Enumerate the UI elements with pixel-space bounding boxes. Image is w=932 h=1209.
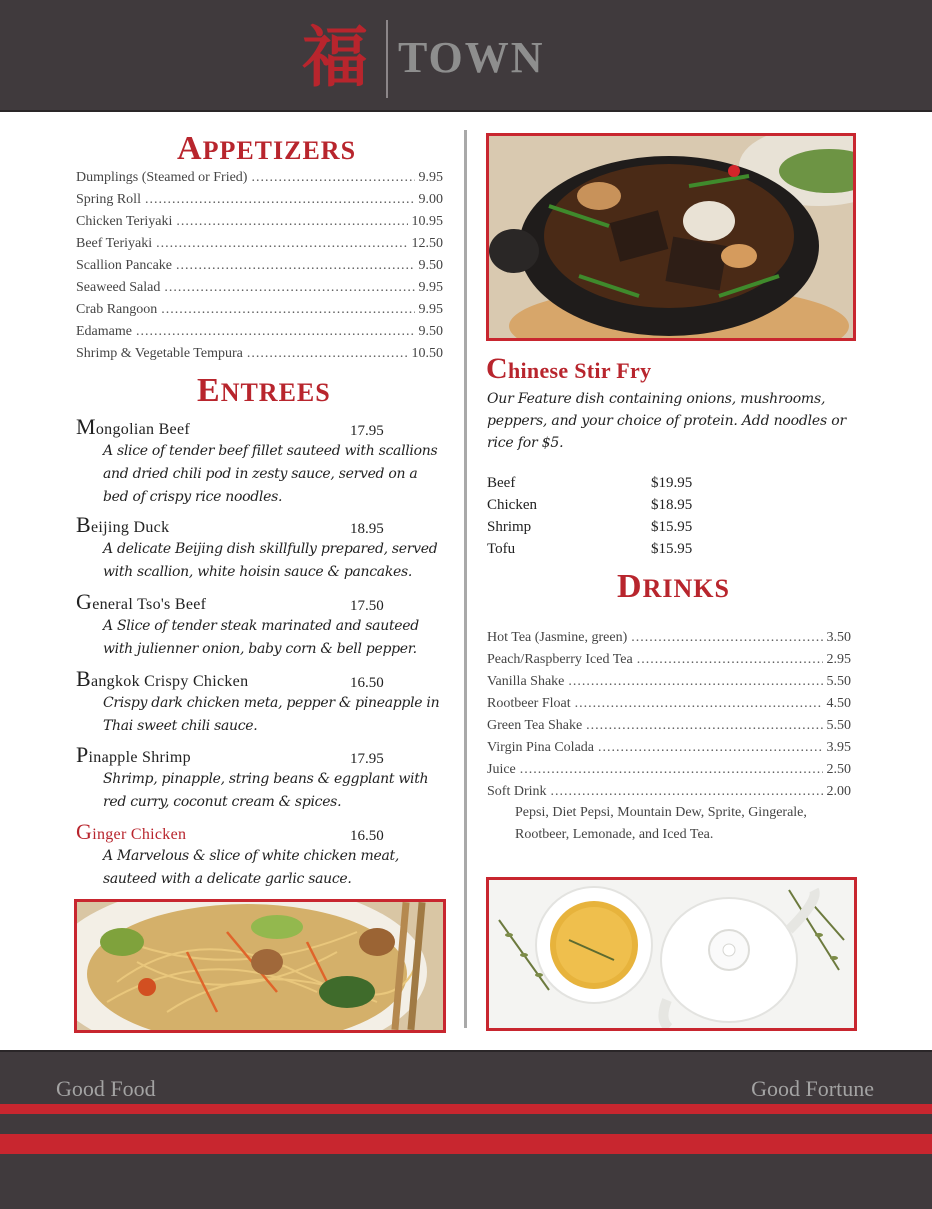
entree-description: A slice of tender beef fillet sauteed with scallions and dried chili pod in zesty sauce, served on a bed of crispy rice noodles. [103, 443, 438, 505]
soft-drink-options: Pepsi, Diet Pepsi, Mountain Dew, Sprite, Gingerale, Rootbeer, Lemonade, and Iced Tea. [515, 805, 807, 842]
list-item: Juice ..... 2.50 [487, 756, 851, 778]
entree-name: Bangkok Crispy Chicken [76, 666, 249, 691]
list-item: Green Tea Shake ..... 5.50 [487, 712, 851, 734]
stir-fry-options [487, 475, 707, 563]
list-item: Seaweed Salad ..... 9.95 [76, 274, 443, 296]
entree-bangkok-crispy-chicken [76, 668, 446, 738]
tea-image [489, 880, 854, 1028]
entree-description: A delicate Beijing dish skillfully prepared, served with scallion, white hoisin sauce & pancakes. [103, 541, 438, 580]
list-item: Vanilla Shake ..... 5.50 [487, 668, 851, 690]
footer-slogan-right: Good Fortune [751, 1076, 874, 1101]
entree-general-tsos-beef [76, 591, 446, 661]
appetizers-title: APPETIZERS [177, 130, 357, 167]
list-item: Beef Teriyaki ..... 12.50 [76, 230, 443, 252]
entree-price: 16.50 [350, 675, 384, 691]
entree-description: A Marvelous & slice of white chicken meat, sauteed with a delicate garlic sauce. [103, 848, 400, 887]
list-item: Chicken Teriyaki ..... 10.95 [76, 208, 443, 230]
entree-price: 16.50 [350, 828, 384, 844]
entree-price: 17.95 [350, 423, 384, 439]
logo-divider [386, 20, 388, 98]
footer-band [0, 1050, 932, 1209]
stir-fry-description: Our Feature dish containing onions, mushrooms, peppers, and your choice of protein. Add noodles or rice for $5. [487, 391, 846, 451]
list-item: Dumplings (Steamed or Fried) ..... 9.95 [76, 164, 443, 186]
entree-name: Pinapple Shrimp [76, 742, 191, 767]
entree-ginger-chicken [76, 821, 446, 891]
entree-mongolian-beef [76, 416, 446, 509]
noodles-photo [74, 899, 446, 1033]
stir-fry-image [489, 136, 853, 338]
list-item: Spring Roll ..... 9.00 [76, 186, 443, 208]
list-item: Crab Rangoon ..... 9.95 [76, 296, 443, 318]
column-divider [464, 130, 467, 1028]
list-item: Chicken $18.95 [487, 497, 693, 513]
header-band [0, 0, 932, 112]
list-item: Tofu $15.95 [487, 541, 693, 557]
entree-name: Ginger Chicken [76, 819, 187, 844]
noodles-image [77, 902, 443, 1030]
stir-fry-title: Chinese Stir Fry [486, 352, 652, 385]
footer-stripe-bottom [0, 1134, 932, 1154]
stir-fry-photo [486, 133, 856, 341]
appetizer-list [76, 164, 443, 362]
footer-stripe-top [0, 1104, 932, 1114]
list-item: Scallion Pancake ..... 9.50 [76, 252, 443, 274]
logo-character: 福 [302, 18, 368, 96]
list-item: Soft Drink ..... 2.00 [487, 778, 851, 800]
list-item: Peach/Raspberry Iced Tea ..... 2.95 [487, 646, 851, 668]
list-item: Edamame ..... 9.50 [76, 318, 443, 340]
entree-pinapple-shrimp [76, 744, 446, 814]
entrees-title: ENTREES [197, 372, 331, 409]
entree-name: Beijing Duck [76, 512, 170, 537]
footer-slogan-left: Good Food [56, 1076, 156, 1101]
list-item: Hot Tea (Jasmine, green) ..... 3.50 [487, 624, 851, 646]
tea-photo [486, 877, 857, 1031]
entree-description: Crispy dark chicken meta, pepper & pineapple in Thai sweet chili sauce. [103, 695, 440, 734]
list-item: Virgin Pina Colada ..... 3.95 [487, 734, 851, 756]
drinks-title: DRINKS [617, 568, 730, 605]
drinks-list [487, 624, 851, 800]
entree-price: 17.50 [350, 598, 384, 614]
entree-price: 18.95 [350, 521, 384, 537]
list-item: Beef $19.95 [487, 475, 693, 491]
entree-name: Mongolian Beef [76, 414, 190, 439]
list-item: Shrimp & Vegetable Tempura ..... 10.50 [76, 340, 443, 362]
entree-price: 17.95 [350, 751, 384, 767]
entree-name: General Tso's Beef [76, 589, 207, 614]
entree-beijing-duck [76, 514, 446, 584]
list-item: Rootbeer Float ..... 4.50 [487, 690, 851, 712]
entree-description: A Slice of tender steak marinated and sauteed with julienner onion, baby corn & bell pepper. [103, 618, 419, 657]
entree-description: Shrimp, pinapple, string beans & eggplant with red curry, coconut cream & spices. [103, 771, 429, 810]
list-item: Shrimp $15.95 [487, 519, 693, 535]
logo-text: TOWN [398, 33, 545, 82]
